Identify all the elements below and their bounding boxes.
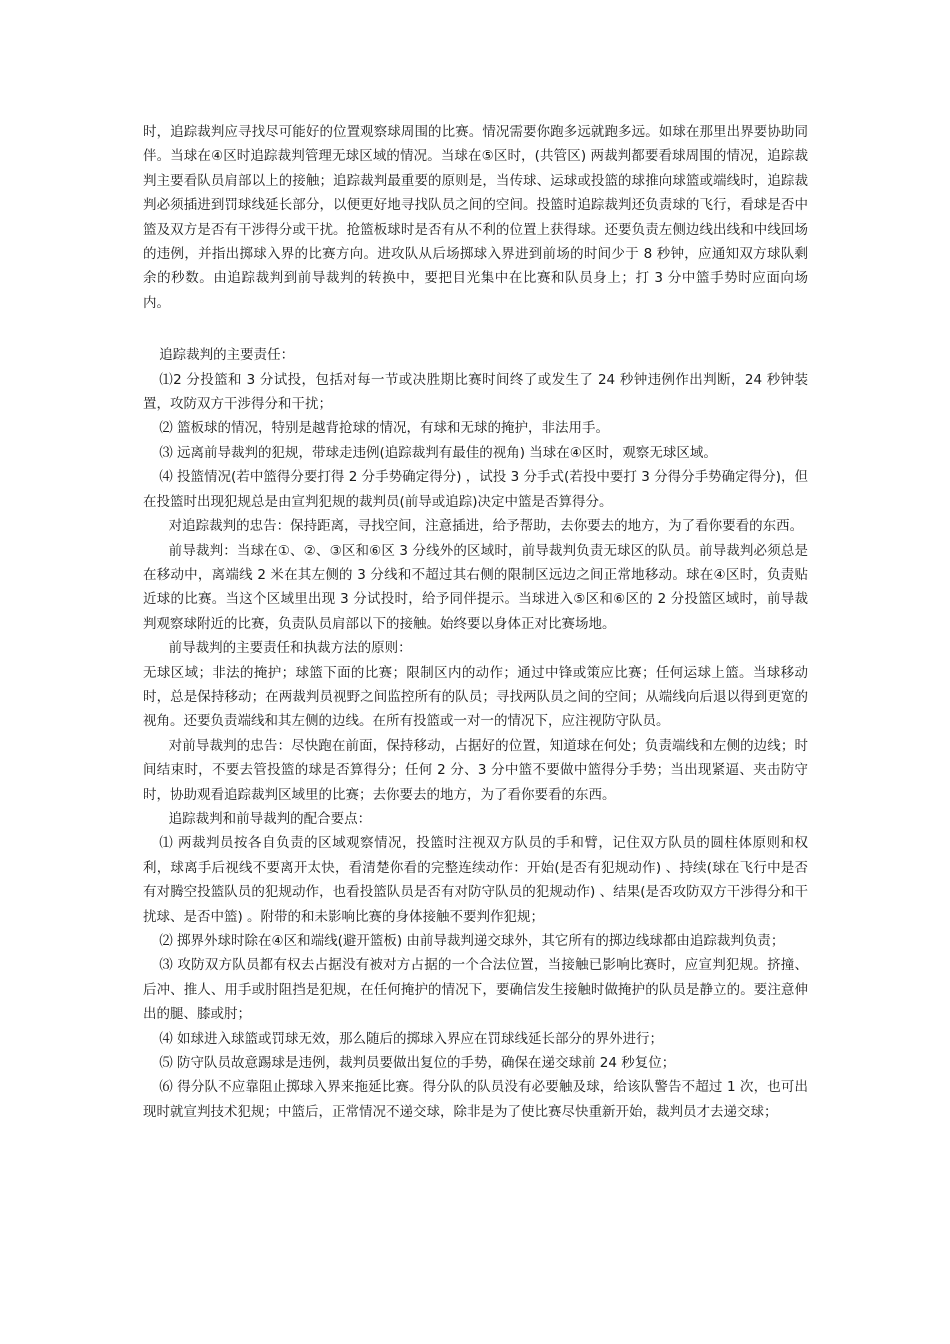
list-item-trail-4: ⑷ 投篮情况(若中篮得分要打得 2 分手势确定得分) ，试投 3 分手式(若投中要打 3 分得分手势确定得分)，但在投篮时出现犯规总是由宣判犯规的裁判员(前导或追踪)决定中篮是否算得分。 <box>143 469 808 510</box>
paragraph-lead-advice: 对前导裁判的忠告：尽快跑在前面，保持移动，占据好的位置，知道球在何处；负责端线和左侧的边线；时间结束时，不要去管投篮的球是否算得分；任何 2 分、3 分中篮不要做中篮得分手势；当出现紧逼、夹击防守时，协助观看追踪裁判区域里的比赛；去你要去的地方，为了看你要看的东西。 <box>143 737 808 803</box>
paragraph-trail-advice: 对追踪裁判的忠告：保持距离，寻找空间，注意插进，给予帮助，去你要去的地方，为了看你要看的东西。 <box>168 518 804 535</box>
list-item-cooperation-1: ⑴ 两裁判员按各自负责的区域观察情况，投篮时注视双方队员的手和臂，记住双方队员的圆柱体原则和权利，球离手后视线不要离开太快，看清楚你看的完整连续动作：开始(是否有犯规动作) 、持续(球在飞行中是否有对腾空投篮队员的犯规动作，也看投篮队员是否有对防守队员的犯规动作) 、结果(是否攻防双方干涉得分和干扰球、是否中篮) 。附带的和未影响比赛的身体接触不要判作犯规； <box>143 835 808 925</box>
heading-cooperation-points: 追踪裁判和前导裁判的配合要点： <box>168 810 372 827</box>
heading-lead-main-responsibilities: 前导裁判的主要责任和执裁方法的原则： <box>168 640 412 657</box>
document-page <box>143 120 808 1124</box>
list-item-cooperation-4: ⑷ 如球进入球篮或罚球无效，那么随后的掷球入界应在罚球线延长部分的界外进行； <box>159 1030 663 1047</box>
list-item-cooperation-3: ⑶ 攻防双方队员都有权去占据没有被对方占据的一个合法位置，当接触已影响比赛时，应宣判犯规。挤撞、后冲、推人、用手或肘阻挡是犯规，在任何掩护的情况下，要确信发生接触时做掩护的队员是静立的。要注意伸出的腿、膝或肘； <box>143 957 808 1023</box>
list-item-trail-3: ⑶ 远离前导裁判的犯规，带球走违例(追踪裁判有最佳的视角) 当球在④区时，观察无球区域。 <box>159 444 717 461</box>
paragraph-lead-referee: 前导裁判：当球在①、②、③区和⑥区 3 分线外的区域时，前导裁判负责无球区的队员。前导裁判必须总是在移动中，离端线 2 米在其左侧的 3 分线和不超过其右侧的限制区远边之间正常地移动。球在④区时，负责贴近球的比赛。当这个区域里出现 3 分试投时，给予同伴提示。当球进入⑤区和⑥区的 2 分投篮区域时，前导裁判观察球附近的比赛，负责队员肩部以下的接触。始终要以身体正对比赛场地。 <box>143 542 808 632</box>
paragraph-trail-duties-continued: 时，追踪裁判应寻找尽可能好的位置观察球周围的比赛。情况需要你跑多远就跑多远。如球在那里出界要协助同伴。当球在④区时追踪裁判管理无球区域的情况。当球在⑤区时，(共管区) 两裁判都要看球周围的情况，追踪裁判主要看队员肩部以上的接触；追踪裁判最重要的原则是，当传球、运球或投篮的球推向球篮或端线时，追踪裁判必须插进到罚球线延长部分，以便更好地寻找队员之间的空间。投篮时追踪裁判还负责球的飞行，看球是否中篮及双方是否有干涉得分或干扰。抢篮板球时是否有从不利的位置上获得球。还要负责左侧边线出线和中线回场的违例，并指出掷球入界的比赛方向。进攻队从后场掷球入界进到前场的时间少于 8 秒钟，应通知双方球队剩余的秒数。由追踪裁判到前导裁判的转换中，要把目光集中在比赛和队员身上；打 3 分中篮手势时应面向场内。 <box>143 124 808 311</box>
paragraph-lead-duties: 无球区域；非法的掩护；球篮下面的比赛；限制区内的动作；通过中锋或策应比赛；任何运球上篮。当球移动时，总是保持移动；在两裁判员视野之间监控所有的队员；寻找两队员之间的空间；从端线向后退以得到更宽的视角。还要负责端线和其左侧的边线。在所有投篮或一对一的情况下，应注视防守队员。 <box>143 664 808 730</box>
paragraph-gap <box>143 315 808 343</box>
list-item-trail-2: ⑵ 篮板球的情况，特别是越背抢球的情况，有球和无球的掩护，非法用手。 <box>159 420 609 437</box>
list-item-cooperation-2: ⑵ 掷界外球时除在④区和端线(避开篮板) 由前导裁判递交球外，其它所有的掷边线球都由追踪裁判负责； <box>159 933 785 949</box>
list-item-cooperation-6: ⑹ 得分队不应靠阻止掷球入界来拖延比赛。得分队的队员没有必要触及球，给该队警告不超过 1 次，也可出现时就宣判技术犯规；中篮后，正常情况不递交球，除非是为了使比赛尽快重新开始，裁判员才去递交球； <box>143 1079 808 1120</box>
list-item-trail-1: ⑴2 分投篮和 3 分试投，包括对每一节或决胜期比赛时间终了或发生了 24 秒钟违例作出判断，24 秒钟装置，攻防双方干涉得分和干扰； <box>143 371 808 413</box>
heading-trail-main-responsibilities: 追踪裁判的主要责任： <box>159 347 295 364</box>
list-item-cooperation-5: ⑸ 防守队员故意踢球是违例，裁判员要做出复位的手势，确保在递交球前 24 秒复位； <box>159 1055 676 1072</box>
